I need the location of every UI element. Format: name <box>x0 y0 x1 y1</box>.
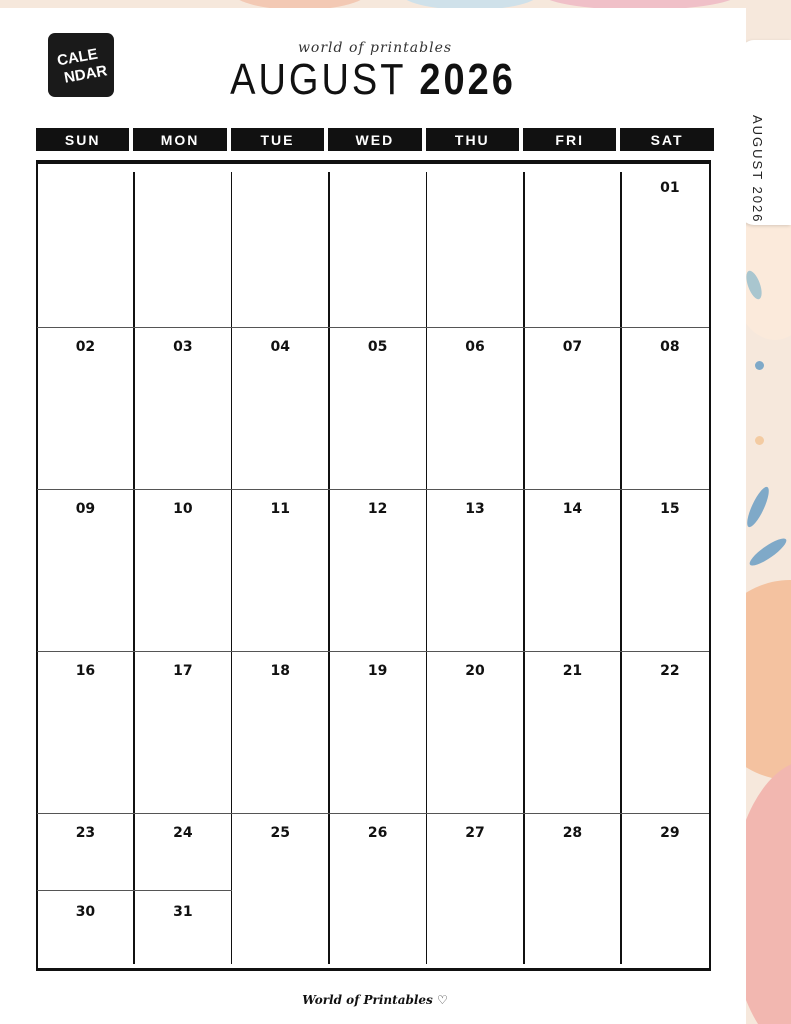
day-number: 17 <box>173 663 193 679</box>
day-number: 04 <box>270 339 290 355</box>
day-number: 05 <box>367 339 388 355</box>
day-cell[interactable] <box>329 491 424 551</box>
calendar-logo <box>48 33 114 97</box>
page-title <box>200 55 546 106</box>
day-cell[interactable] <box>524 329 619 389</box>
weekday-header-sat: SAT <box>620 128 713 151</box>
day-cell[interactable] <box>621 170 716 230</box>
day-cell[interactable] <box>621 491 716 551</box>
day-number: 08 <box>660 339 680 355</box>
day-number: 29 <box>660 825 680 841</box>
day-number: 30 <box>75 904 96 920</box>
day-number: 14 <box>562 501 583 517</box>
day-cell[interactable] <box>427 491 522 551</box>
day-cell[interactable] <box>232 329 327 389</box>
dot-decoration <box>755 361 764 370</box>
title-month: AUGUST <box>230 55 406 105</box>
day-cell[interactable] <box>37 653 132 713</box>
day-cell[interactable] <box>524 815 619 875</box>
day-number: 16 <box>75 663 96 679</box>
month-tab[interactable] <box>740 40 791 225</box>
day-number: 07 <box>562 339 583 355</box>
day-cell[interactable] <box>232 653 327 713</box>
day-cell[interactable] <box>134 491 229 551</box>
logo-text-1: CALE <box>55 45 100 70</box>
weekday-header-fri: FRI <box>523 128 616 151</box>
day-number: 13 <box>465 501 485 517</box>
day-number: 20 <box>465 663 485 679</box>
footer-brand: World of Printables ♡ <box>302 993 448 1007</box>
day-number: 25 <box>270 825 290 841</box>
day-cell[interactable] <box>329 815 424 875</box>
weekday-header-mon: MON <box>133 128 226 151</box>
day-cell[interactable] <box>37 329 132 389</box>
day-cell[interactable] <box>524 653 619 713</box>
day-cell[interactable] <box>621 815 716 875</box>
day-cell[interactable] <box>232 815 327 875</box>
title-year: 2026 <box>419 55 516 105</box>
month-tab-label: AUGUST 2026 <box>750 115 765 224</box>
day-cell[interactable] <box>427 653 522 713</box>
day-cell[interactable] <box>134 653 229 713</box>
day-number: 21 <box>562 663 583 679</box>
logo-text-2: NDAR <box>62 62 109 87</box>
day-cell[interactable] <box>524 491 619 551</box>
day-cell[interactable] <box>427 815 522 875</box>
split-cell-divider <box>37 890 232 891</box>
day-cell[interactable] <box>134 894 229 954</box>
weekday-header-wed: WED <box>328 128 421 151</box>
day-number: 28 <box>562 825 583 841</box>
day-number: 06 <box>465 339 485 355</box>
day-number: 23 <box>75 825 96 841</box>
day-cell[interactable] <box>329 329 424 389</box>
day-number: 02 <box>75 339 96 355</box>
leaf-decoration <box>747 534 790 569</box>
day-cell[interactable] <box>134 329 229 389</box>
day-cell[interactable] <box>621 653 716 713</box>
day-number: 24 <box>173 825 193 841</box>
brand-script: world of printables <box>297 40 453 56</box>
day-cell[interactable] <box>427 329 522 389</box>
leaf-decoration <box>743 485 772 530</box>
row-divider <box>37 489 709 490</box>
dot-decoration <box>755 436 764 445</box>
row-divider <box>37 327 709 328</box>
day-number: 03 <box>173 339 193 355</box>
day-cell[interactable] <box>232 491 327 551</box>
weekday-header-thu: THU <box>426 128 519 151</box>
weekday-header-sun: SUN <box>36 128 129 151</box>
day-cell[interactable] <box>621 329 716 389</box>
day-number: 31 <box>173 904 193 920</box>
day-number: 12 <box>367 501 388 517</box>
day-number: 27 <box>465 825 485 841</box>
day-number: 15 <box>660 501 680 517</box>
calendar-page <box>0 8 746 1024</box>
row-divider <box>37 813 709 814</box>
day-number: 11 <box>270 501 290 517</box>
day-cell[interactable] <box>134 815 229 875</box>
day-number: 09 <box>75 501 96 517</box>
day-number: 10 <box>173 501 193 517</box>
day-cell[interactable] <box>329 653 424 713</box>
row-divider <box>37 651 709 652</box>
day-cell[interactable] <box>37 894 132 954</box>
day-number: 18 <box>270 663 290 679</box>
weekday-header-tue: TUE <box>231 128 324 151</box>
day-number: 22 <box>660 663 680 679</box>
grid-bottom-border <box>36 968 711 971</box>
grid-top-border <box>36 160 711 164</box>
day-cell[interactable] <box>37 815 132 875</box>
day-number: 26 <box>367 825 388 841</box>
day-number: 01 <box>660 180 680 196</box>
day-cell[interactable] <box>37 491 132 551</box>
day-number: 19 <box>367 663 388 679</box>
